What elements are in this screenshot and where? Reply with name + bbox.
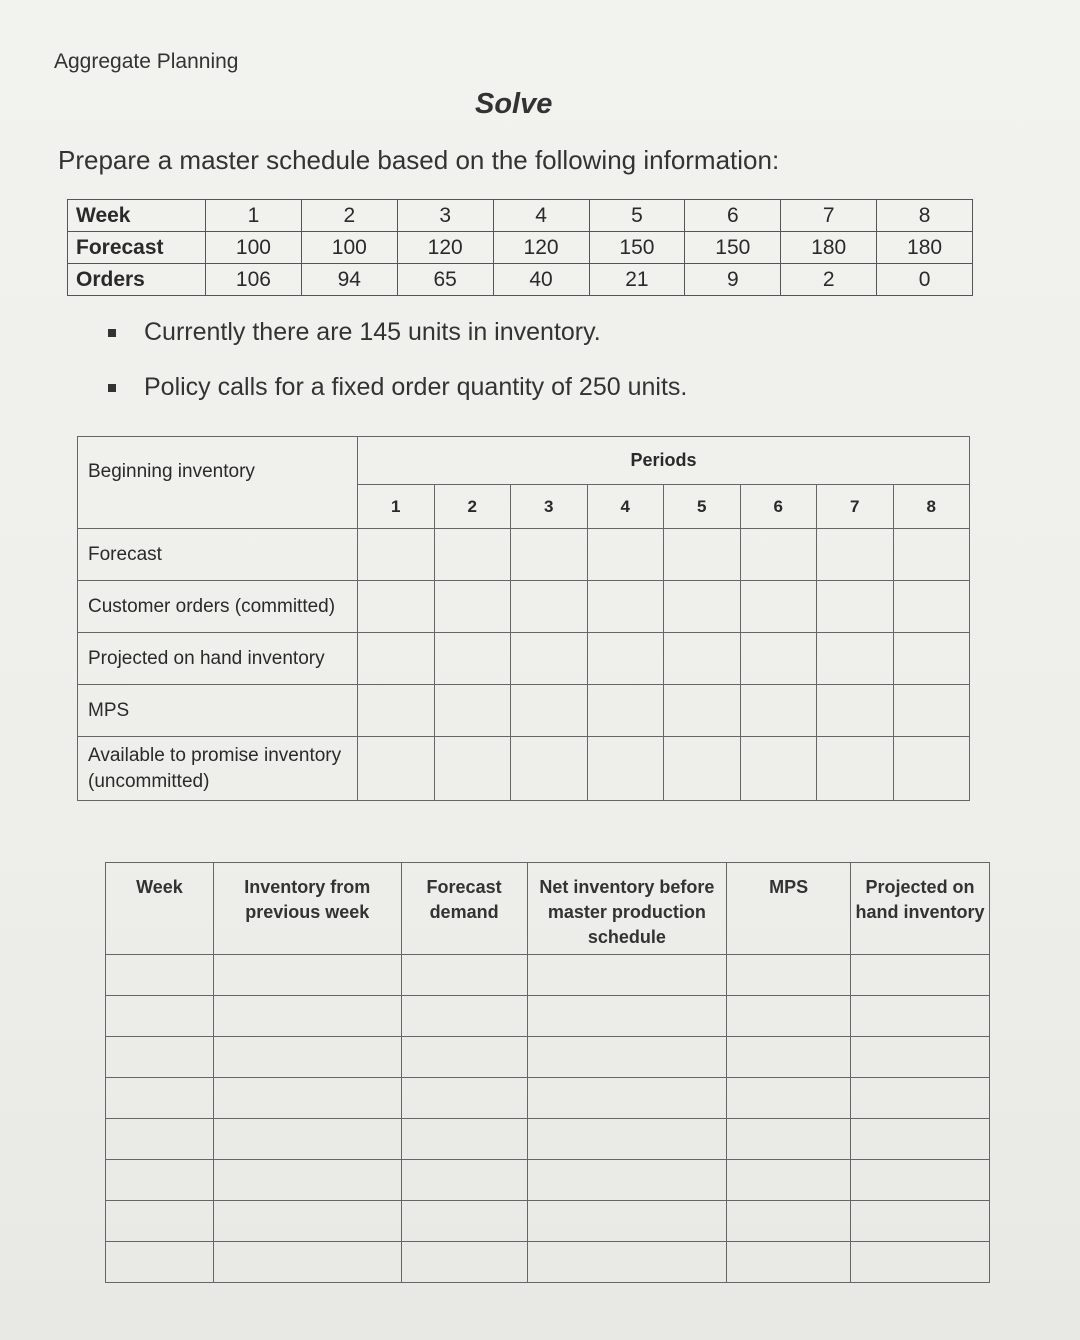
- work-input-cell[interactable]: [106, 1160, 214, 1201]
- work-input-cell[interactable]: [401, 996, 527, 1037]
- work-input-cell[interactable]: [727, 996, 851, 1037]
- work-input-cell[interactable]: [106, 1078, 214, 1119]
- info-cell: 0: [877, 264, 973, 296]
- mps-input-cell[interactable]: [587, 685, 664, 737]
- work-input-cell[interactable]: [851, 955, 990, 996]
- mps-input-cell[interactable]: [817, 685, 894, 737]
- page-title: Solve: [475, 88, 553, 120]
- mps-input-cell[interactable]: [511, 633, 588, 685]
- mps-input-cell[interactable]: [740, 737, 817, 801]
- mps-input-cell[interactable]: [358, 529, 435, 581]
- mps-input-cell[interactable]: [511, 529, 588, 581]
- work-input-cell[interactable]: [727, 955, 851, 996]
- period-number: 8: [893, 485, 970, 529]
- work-input-cell[interactable]: [401, 1160, 527, 1201]
- work-input-cell[interactable]: [213, 1160, 401, 1201]
- mps-row: [78, 581, 970, 633]
- work-input-cell[interactable]: [106, 1037, 214, 1078]
- info-cell: 3: [397, 200, 493, 232]
- info-cell: 100: [301, 232, 397, 264]
- work-input-cell[interactable]: [527, 1160, 727, 1201]
- mps-input-cell[interactable]: [740, 581, 817, 633]
- info-cell: 120: [493, 232, 589, 264]
- info-row: [68, 264, 973, 296]
- work-input-cell[interactable]: [401, 1119, 527, 1160]
- info-cell: 2: [781, 264, 877, 296]
- mps-input-cell[interactable]: [434, 685, 511, 737]
- info-cell: 5: [589, 200, 685, 232]
- work-table-header: MPS: [727, 863, 851, 955]
- work-table-row: [106, 996, 990, 1037]
- info-cell: 94: [301, 264, 397, 296]
- work-input-cell[interactable]: [851, 1119, 990, 1160]
- info-cell: 1: [206, 200, 302, 232]
- work-input-cell[interactable]: [401, 1242, 527, 1283]
- mps-input-cell[interactable]: [358, 737, 435, 801]
- work-input-cell[interactable]: [527, 1201, 727, 1242]
- work-input-cell[interactable]: [727, 1201, 851, 1242]
- work-input-cell[interactable]: [213, 1201, 401, 1242]
- mps-input-cell[interactable]: [511, 581, 588, 633]
- mps-input-cell[interactable]: [817, 737, 894, 801]
- beginning-inventory-label: Beginning inventory: [78, 437, 358, 529]
- work-input-cell[interactable]: [106, 1119, 214, 1160]
- mps-input-cell[interactable]: [664, 685, 741, 737]
- mps-row-label: MPS: [78, 685, 358, 737]
- work-input-cell[interactable]: [106, 996, 214, 1037]
- work-input-cell[interactable]: [851, 1201, 990, 1242]
- info-row-label: Forecast: [68, 232, 206, 264]
- work-input-cell[interactable]: [851, 1037, 990, 1078]
- mps-input-cell[interactable]: [664, 633, 741, 685]
- work-table-row: [106, 1119, 990, 1160]
- info-row-label: Week: [68, 200, 206, 232]
- work-input-cell[interactable]: [213, 1078, 401, 1119]
- work-input-cell[interactable]: [401, 1037, 527, 1078]
- work-input-cell[interactable]: [851, 996, 990, 1037]
- work-table-header: Net inventory before master production schedule: [527, 863, 727, 955]
- mps-input-cell[interactable]: [511, 737, 588, 801]
- mps-row-label: Customer orders (committed): [78, 581, 358, 633]
- bullet-list: [108, 305, 687, 415]
- mps-input-cell[interactable]: [893, 737, 970, 801]
- period-number: 2: [434, 485, 511, 529]
- work-input-cell[interactable]: [851, 1078, 990, 1119]
- mps-input-cell[interactable]: [511, 685, 588, 737]
- info-cell: 180: [877, 232, 973, 264]
- mps-input-cell[interactable]: [893, 529, 970, 581]
- work-table-row: [106, 1242, 990, 1283]
- work-input-cell[interactable]: [106, 1201, 214, 1242]
- work-input-cell[interactable]: [727, 1160, 851, 1201]
- info-cell: 40: [493, 264, 589, 296]
- mps-input-cell[interactable]: [434, 581, 511, 633]
- mps-input-cell[interactable]: [587, 581, 664, 633]
- work-table-header: Projected on hand inventory: [851, 863, 990, 955]
- mps-row: [78, 737, 970, 801]
- work-table-header: Forecast demand: [401, 863, 527, 955]
- mps-input-cell[interactable]: [664, 529, 741, 581]
- info-cell: 9: [685, 264, 781, 296]
- info-row: [68, 200, 973, 232]
- info-cell: 6: [685, 200, 781, 232]
- mps-row-label: Available to promise inventory (uncommitted): [78, 737, 358, 801]
- mps-table: [77, 436, 970, 801]
- mps-input-cell[interactable]: [587, 633, 664, 685]
- work-table-header: Week: [106, 863, 214, 955]
- work-input-cell[interactable]: [401, 1078, 527, 1119]
- work-input-cell[interactable]: [727, 1078, 851, 1119]
- work-input-cell[interactable]: [727, 1119, 851, 1160]
- period-number: 6: [740, 485, 817, 529]
- mps-input-cell[interactable]: [434, 529, 511, 581]
- info-cell: 2: [301, 200, 397, 232]
- mps-input-cell[interactable]: [817, 581, 894, 633]
- work-input-cell[interactable]: [213, 996, 401, 1037]
- mps-input-cell[interactable]: [664, 737, 741, 801]
- work-table: [105, 862, 990, 1283]
- mps-input-cell[interactable]: [740, 685, 817, 737]
- mps-input-cell[interactable]: [893, 581, 970, 633]
- work-input-cell[interactable]: [851, 1160, 990, 1201]
- work-input-cell[interactable]: [401, 1201, 527, 1242]
- work-input-cell[interactable]: [527, 996, 727, 1037]
- info-row: [68, 232, 973, 264]
- bullet-icon: [108, 329, 116, 337]
- bullet-icon: [108, 384, 116, 392]
- mps-input-cell[interactable]: [434, 633, 511, 685]
- mps-row: [78, 529, 970, 581]
- period-number: 7: [817, 485, 894, 529]
- mps-input-cell[interactable]: [358, 685, 435, 737]
- mps-input-cell[interactable]: [817, 633, 894, 685]
- mps-input-cell[interactable]: [817, 529, 894, 581]
- mps-row-label: Projected on hand inventory: [78, 633, 358, 685]
- info-cell: 150: [589, 232, 685, 264]
- work-input-cell[interactable]: [727, 1037, 851, 1078]
- work-table-row: [106, 955, 990, 996]
- info-table: [67, 199, 973, 296]
- info-cell: 100: [206, 232, 302, 264]
- mps-input-cell[interactable]: [740, 633, 817, 685]
- work-table-row: [106, 1160, 990, 1201]
- work-input-cell[interactable]: [527, 1242, 727, 1283]
- topic-label: Aggregate Planning: [54, 50, 239, 73]
- mps-row: [78, 633, 970, 685]
- work-input-cell[interactable]: [213, 1242, 401, 1283]
- work-input-cell[interactable]: [727, 1242, 851, 1283]
- mps-input-cell[interactable]: [358, 633, 435, 685]
- mps-input-cell[interactable]: [740, 529, 817, 581]
- info-cell: 8: [877, 200, 973, 232]
- mps-input-cell[interactable]: [587, 529, 664, 581]
- bullet-text: Currently there are 145 units in inventory.: [144, 318, 601, 346]
- work-input-cell[interactable]: [213, 1037, 401, 1078]
- bullet-text: Policy calls for a fixed order quantity of 250 units.: [144, 373, 688, 401]
- work-input-cell[interactable]: [106, 955, 214, 996]
- bullet-item: [108, 305, 687, 360]
- work-input-cell[interactable]: [213, 955, 401, 996]
- mps-input-cell[interactable]: [587, 737, 664, 801]
- info-cell: 106: [206, 264, 302, 296]
- period-number: 3: [511, 485, 588, 529]
- mps-input-cell[interactable]: [893, 633, 970, 685]
- mps-input-cell[interactable]: [358, 581, 435, 633]
- info-cell: 65: [397, 264, 493, 296]
- bullet-item: [108, 360, 687, 415]
- info-cell: 120: [397, 232, 493, 264]
- info-cell: 4: [493, 200, 589, 232]
- work-table-row: [106, 1201, 990, 1242]
- period-number: 5: [664, 485, 741, 529]
- work-input-cell[interactable]: [527, 1078, 727, 1119]
- work-input-cell[interactable]: [401, 955, 527, 996]
- info-cell: 21: [589, 264, 685, 296]
- info-cell: 180: [781, 232, 877, 264]
- work-table-row: [106, 1078, 990, 1119]
- mps-input-cell[interactable]: [434, 737, 511, 801]
- info-cell: 7: [781, 200, 877, 232]
- info-row-label: Orders: [68, 264, 206, 296]
- work-input-cell[interactable]: [527, 955, 727, 996]
- work-input-cell[interactable]: [527, 1119, 727, 1160]
- intro-text: Prepare a master schedule based on the following information:: [58, 145, 780, 175]
- period-number: 1: [358, 485, 435, 529]
- mps-row: [78, 685, 970, 737]
- work-input-cell[interactable]: [851, 1242, 990, 1283]
- work-input-cell[interactable]: [106, 1242, 214, 1283]
- work-table-row: [106, 1037, 990, 1078]
- work-input-cell[interactable]: [527, 1037, 727, 1078]
- info-cell: 150: [685, 232, 781, 264]
- mps-row-label: Forecast: [78, 529, 358, 581]
- periods-header: Periods: [358, 437, 970, 485]
- mps-input-cell[interactable]: [664, 581, 741, 633]
- work-input-cell[interactable]: [213, 1119, 401, 1160]
- mps-input-cell[interactable]: [893, 685, 970, 737]
- period-number: 4: [587, 485, 664, 529]
- work-table-header: Inventory from previous week: [213, 863, 401, 955]
